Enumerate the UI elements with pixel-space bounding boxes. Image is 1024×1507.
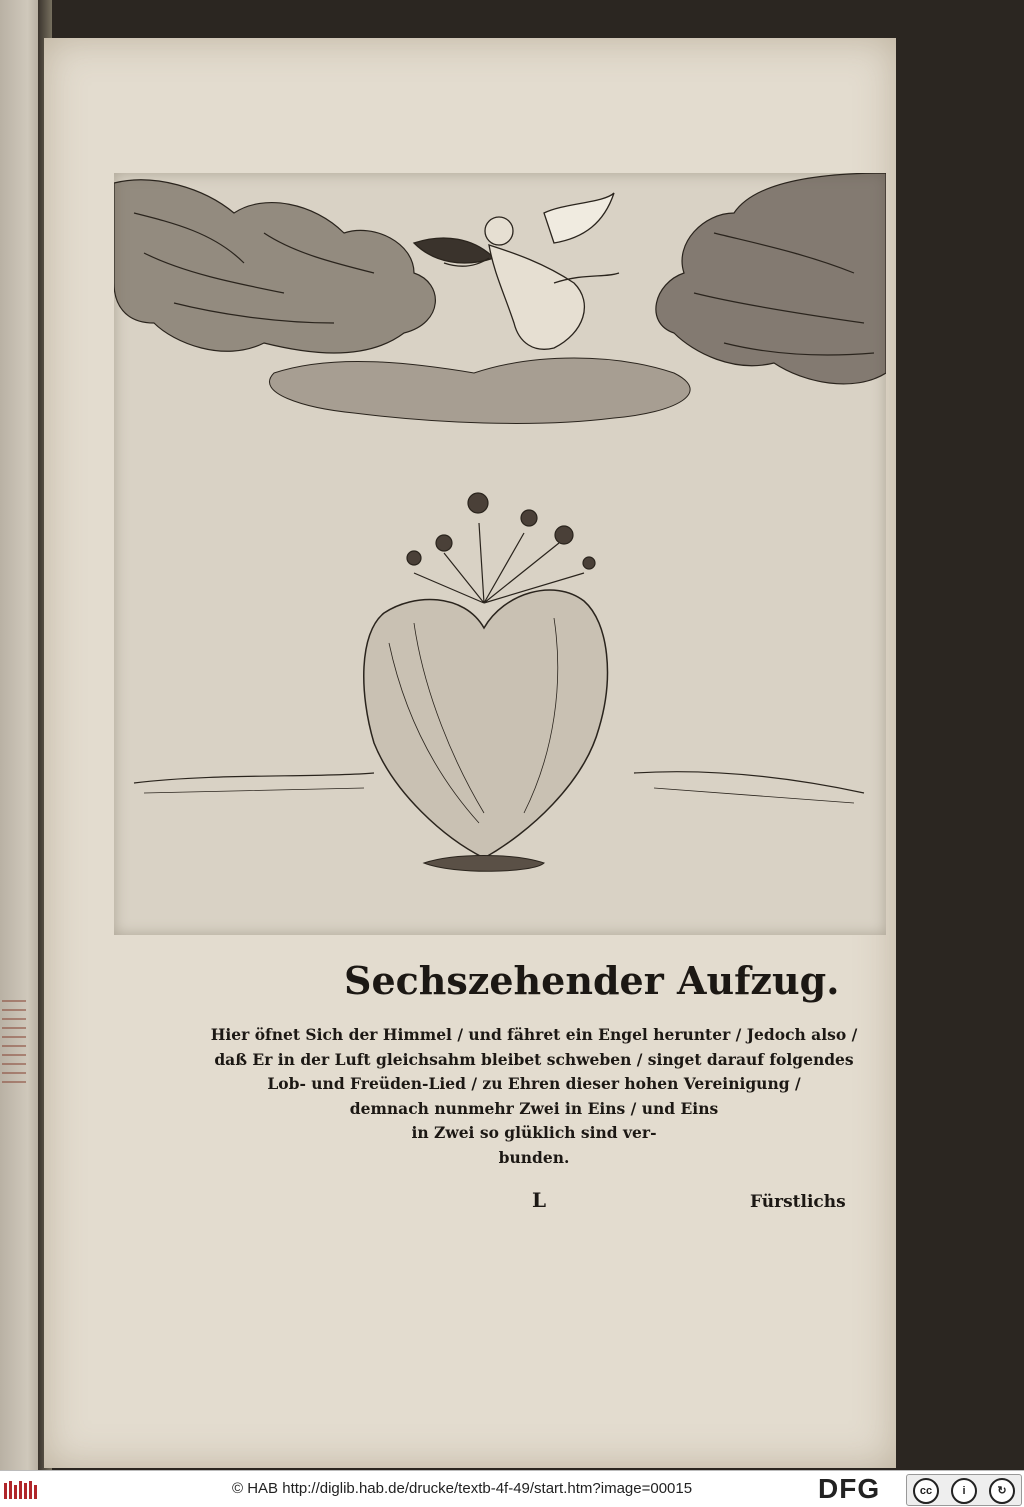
body-line: in Zwei so glüklich sind ver-: [411, 1123, 657, 1142]
catchword: Fürstlichs: [750, 1192, 846, 1212]
cloud-left: [114, 180, 435, 353]
dfg-logo[interactable]: DFG: [818, 1473, 881, 1504]
engraving-illustration: [114, 173, 886, 935]
body-line: bunden.: [498, 1147, 570, 1167]
page-heading: Sechszehender Aufzug.: [344, 958, 840, 1003]
cloud-right: [656, 173, 886, 384]
body-text: [204, 1023, 864, 1170]
by-icon: i: [951, 1478, 977, 1504]
body-line: daß Er in der Luft gleichsahm bleibet schweben / singet darauf folgendes: [214, 1049, 854, 1069]
body-line: Lob- und Freüden-Lied / zu Ehren dieser hohen Vereinigung /: [267, 1074, 801, 1093]
viewer-footer: [0, 1470, 1024, 1507]
heart-figure: [364, 590, 608, 858]
ground-foliage: [424, 856, 544, 872]
hab-logo-icon[interactable]: [4, 1479, 40, 1501]
angel-figure: [414, 193, 619, 349]
cc-license-badge[interactable]: [906, 1474, 1022, 1506]
body-line: demnach nunmehr Zwei in Eins / und Eins: [349, 1098, 719, 1118]
signature-mark: L: [532, 1188, 547, 1212]
sa-icon: ↻: [989, 1478, 1015, 1504]
book-page: [44, 38, 896, 1468]
copyright-link[interactable]: © HAB http://diglib.hab.de/drucke/textb-4f-49/start.htm?image=00015: [232, 1480, 693, 1497]
cc-icon: cc: [913, 1478, 939, 1504]
cloud-band: [269, 358, 690, 423]
body-line: Hier öfnet Sich der Himmel / und fähret ein Engel herunter / Jedoch also /: [210, 1025, 858, 1044]
flower-sprigs: [407, 493, 595, 603]
engraving-svg: [114, 173, 886, 935]
previous-page-text-fragment: [2, 1000, 26, 1090]
